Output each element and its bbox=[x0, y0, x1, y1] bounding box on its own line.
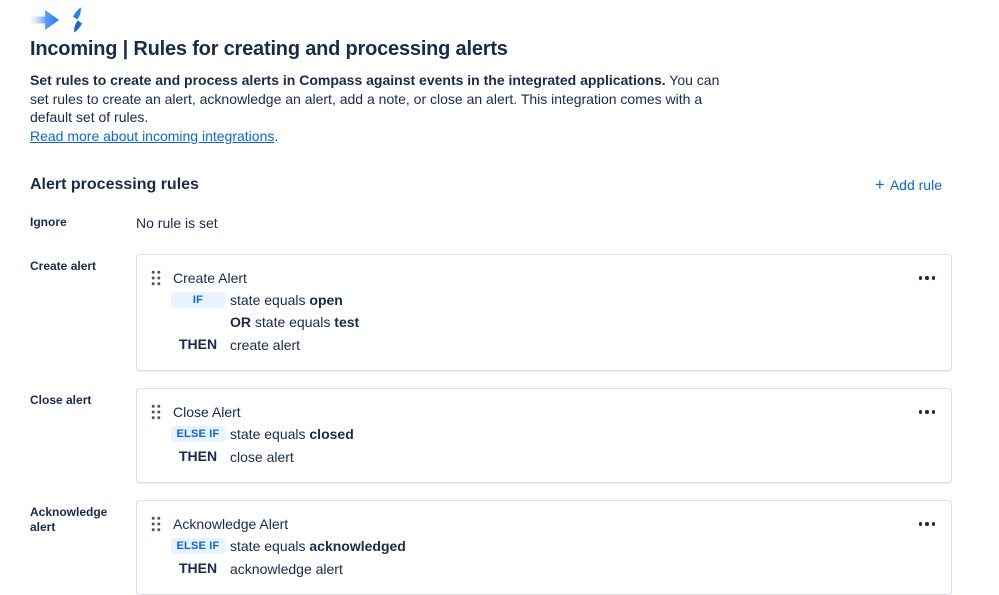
condition-text: state equals closed bbox=[230, 426, 354, 442]
then-line bbox=[151, 334, 935, 355]
then-line bbox=[151, 558, 935, 579]
rule-title: Acknowledge Alert bbox=[173, 516, 289, 532]
then-keyword: THEN bbox=[178, 336, 218, 352]
arrow-right-icon bbox=[30, 9, 60, 31]
more-menu-button[interactable] bbox=[919, 406, 936, 418]
row-label: Acknowledge alert bbox=[30, 505, 108, 534]
condition-text: state equals acknowledged bbox=[230, 538, 406, 554]
card-header bbox=[151, 514, 935, 534]
rule-card bbox=[136, 500, 952, 595]
add-rule-button[interactable] bbox=[875, 177, 952, 193]
lightning-bolt-icon bbox=[67, 7, 88, 33]
drag-handle[interactable] bbox=[151, 516, 161, 532]
or-condition-text: OR state equals test bbox=[230, 314, 360, 330]
drag-handle[interactable] bbox=[151, 270, 161, 286]
condition-line bbox=[151, 290, 935, 310]
condition-value: acknowledged bbox=[309, 538, 406, 554]
link-period: . bbox=[274, 127, 279, 144]
plus-icon: + bbox=[874, 175, 885, 194]
ellipsis-icon bbox=[919, 410, 923, 414]
description-text: You can set rules to create an alert, acknowledge an alert, add a note, or close an alert. This integration comes with a default set of rules. bbox=[30, 72, 720, 125]
ellipsis-icon bbox=[919, 522, 923, 526]
drag-dots-icon bbox=[151, 270, 161, 286]
or-keyword: OR bbox=[230, 314, 251, 330]
if-keyword-badge: IF bbox=[171, 292, 225, 308]
rule-title: Create Alert bbox=[173, 270, 247, 286]
or-condition-value: test bbox=[334, 314, 360, 330]
description-bold: Set rules to create and process alerts in Compass against events in the integrated applications. bbox=[30, 72, 666, 88]
row-label: Create alert bbox=[30, 259, 97, 273]
condition-value: closed bbox=[309, 426, 354, 442]
rule-row-acknowledge-alert bbox=[30, 500, 952, 595]
read-more-link[interactable]: Read more about incoming integrations bbox=[30, 127, 275, 144]
rule-card bbox=[136, 254, 952, 371]
rule-row-ignore bbox=[30, 210, 952, 233]
add-rule-label: Add rule bbox=[889, 177, 942, 193]
header-icons bbox=[30, 6, 952, 34]
drag-dots-icon bbox=[151, 516, 161, 532]
page-title: Incoming | Rules for creating and processing alerts bbox=[30, 38, 508, 60]
row-label: Close alert bbox=[30, 393, 92, 407]
rule-card bbox=[136, 388, 952, 483]
rule-row-close-alert bbox=[30, 388, 952, 483]
ignore-value: No rule is set bbox=[136, 215, 218, 231]
section-heading: Alert processing rules bbox=[30, 176, 199, 193]
more-menu-button[interactable] bbox=[919, 272, 936, 284]
drag-dots-icon bbox=[151, 404, 161, 420]
condition-line bbox=[151, 424, 935, 444]
rule-row-create-alert bbox=[30, 254, 952, 371]
then-line bbox=[151, 446, 935, 467]
condition-text: state equals open bbox=[230, 292, 343, 308]
or-condition-line bbox=[151, 312, 935, 332]
action-text: create alert bbox=[230, 336, 301, 353]
condition-line bbox=[151, 536, 935, 556]
action-text: close alert bbox=[230, 448, 294, 465]
page-description bbox=[30, 71, 738, 145]
row-label: Ignore bbox=[30, 215, 67, 229]
drag-handle[interactable] bbox=[151, 404, 161, 420]
card-header bbox=[151, 268, 935, 288]
action-text: acknowledge alert bbox=[230, 560, 343, 577]
ellipsis-icon bbox=[919, 276, 923, 280]
else-if-keyword-badge: ELSE IF bbox=[171, 538, 225, 554]
card-header bbox=[151, 402, 935, 422]
else-if-keyword-badge: ELSE IF bbox=[171, 426, 225, 442]
section-header bbox=[30, 174, 952, 196]
then-keyword: THEN bbox=[178, 448, 218, 464]
rule-title: Close Alert bbox=[173, 404, 241, 420]
more-menu-button[interactable] bbox=[919, 518, 936, 530]
then-keyword: THEN bbox=[178, 560, 218, 576]
condition-value: open bbox=[309, 292, 343, 308]
rules-list bbox=[30, 210, 952, 595]
